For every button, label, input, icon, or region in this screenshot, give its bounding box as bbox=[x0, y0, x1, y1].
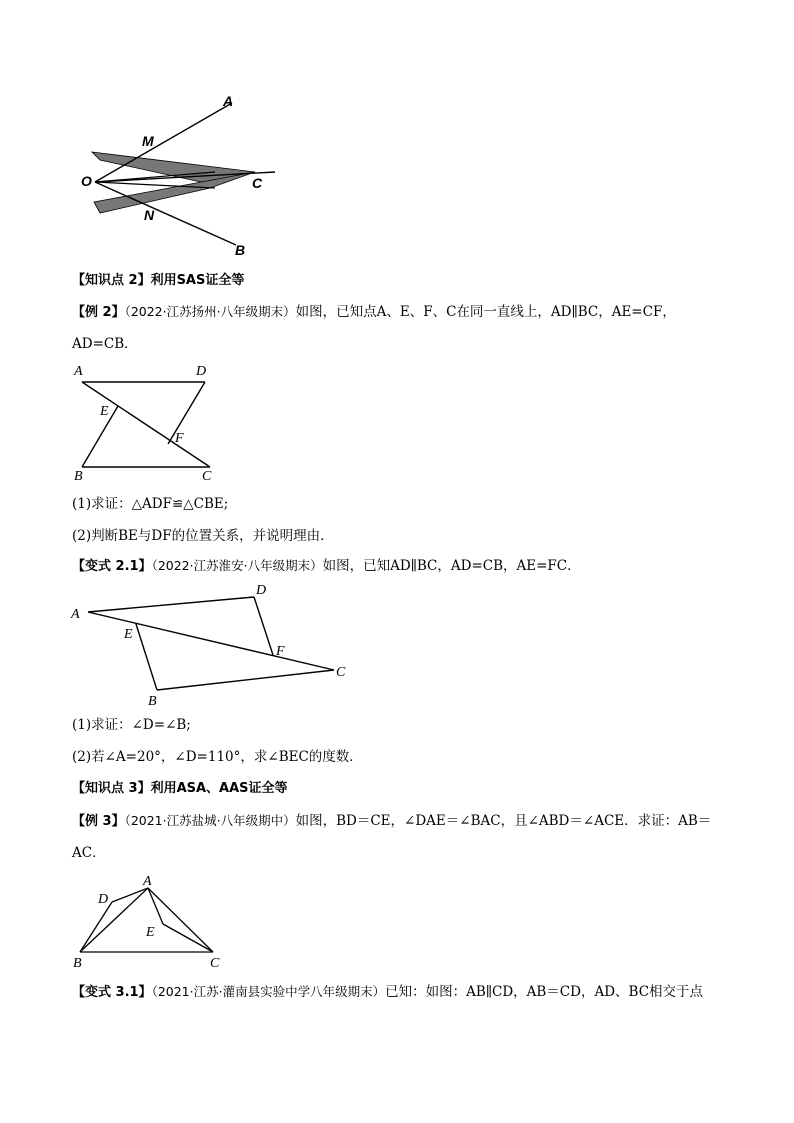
label-A: A bbox=[223, 93, 234, 109]
figure-example-3 bbox=[70, 872, 230, 970]
label-D: D bbox=[256, 583, 267, 598]
label-C: C bbox=[336, 665, 346, 680]
example-2-text: 【例 2】（2022·江苏扬州·八年级期末）如图，已知点A、E、F、C在同一直线上，AD∥BC，AE=CF， bbox=[72, 304, 676, 320]
label-F: F bbox=[175, 431, 184, 446]
label-E: E bbox=[146, 925, 155, 940]
label-A: A bbox=[143, 874, 152, 889]
label-M: M bbox=[142, 133, 154, 149]
label-B: B bbox=[74, 469, 83, 484]
variant-2-1-question-1: (1)求证：∠D=∠B; bbox=[72, 717, 191, 733]
example-2-question-1: (1)求证：△ADF≌△CBE; bbox=[72, 496, 229, 512]
label-C: C bbox=[210, 956, 220, 970]
variant-2-1-question-2: (2)若∠A=20°，∠D=110°，求∠BEC的度数． bbox=[72, 749, 363, 765]
variant-3-1-text: 【变式 3.1】（2021·江苏·灌南县实验中学八年级期末）已知：如图：AB∥CD，AB＝CD，AD、BC相交于点 bbox=[72, 984, 704, 1000]
label-B: B bbox=[148, 694, 157, 706]
label-E: E bbox=[124, 627, 133, 642]
label-C: C bbox=[202, 469, 212, 484]
label-C: C bbox=[252, 175, 263, 191]
variant-2-1-text: 【变式 2.1】（2022·江苏淮安·八年级期末）如图，已知AD∥BC，AD=CB，AE=FC． bbox=[72, 558, 581, 574]
example-3-text: 【例 3】（2021·江苏盐城·八年级期中）如图，BD＝CE，∠DAE＝∠BAC，且∠ABD＝∠ACE．求证：AB＝ bbox=[72, 813, 712, 829]
label-E: E bbox=[100, 404, 109, 419]
label-B: B bbox=[235, 242, 246, 258]
label-N: N bbox=[144, 207, 155, 223]
label-O: O bbox=[81, 173, 92, 189]
label-D: D bbox=[196, 364, 207, 379]
heading-knowledge-point-3: 【知识点 3】利用ASA、AAS证全等 bbox=[72, 781, 288, 796]
heading-knowledge-point-2: 【知识点 2】利用SAS证全等 bbox=[72, 273, 245, 288]
label-A: A bbox=[74, 364, 83, 379]
figure-example-2 bbox=[70, 362, 230, 486]
figure-variant-2-1 bbox=[66, 578, 356, 706]
label-D: D bbox=[98, 892, 109, 907]
label-B: B bbox=[73, 956, 82, 970]
label-A: A bbox=[71, 607, 80, 622]
label-F: F bbox=[276, 644, 285, 659]
example-2-text-cont: AD=CB． bbox=[72, 336, 138, 352]
example-3-text-cont: AC． bbox=[72, 845, 106, 861]
example-2-question-2: (2)判断BE与DF的位置关系，并说明理由． bbox=[72, 528, 334, 544]
figure-angle-bisector bbox=[70, 90, 300, 265]
